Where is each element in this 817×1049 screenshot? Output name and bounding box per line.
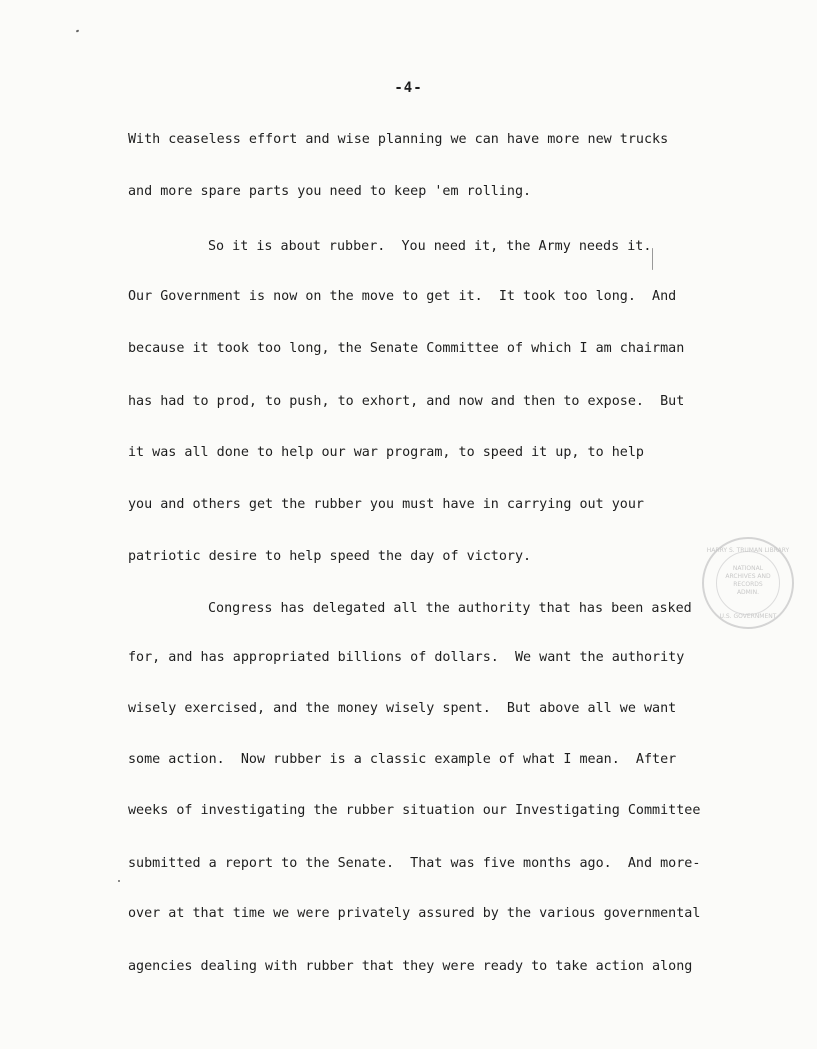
stamp-text: RECORDS (733, 581, 763, 588)
text-line: for, and has appropriated billions of dollars. We want the authority (128, 650, 685, 665)
text-line: submitted a report to the Senate. That was five months ago. And more- (128, 856, 701, 871)
text-line: With ceaseless effort and wise planning we can have more new trucks (128, 132, 669, 147)
text-line: has had to prod, to push, to exhort, and now and then to expose. But (128, 394, 685, 409)
stamp-text: ADMIN. (736, 589, 760, 596)
library-stamp (702, 537, 794, 629)
stamp-text: NATIONAL (732, 565, 764, 572)
text-line: Congress has delegated all the authority that has been asked (208, 601, 692, 616)
stamp-text: U.S. GOVERNMENT (719, 613, 777, 620)
paper-speck (118, 880, 120, 882)
text-line: agencies dealing with rubber that they were ready to take action along (128, 959, 693, 974)
text-line: weeks of investigating the rubber situation our Investigating Committee (128, 803, 701, 818)
stamp-text: ARCHIVES AND (725, 573, 771, 580)
page-number: -4- (394, 80, 423, 96)
text-line: over at that time we were privately assured by the various governmental (128, 906, 701, 921)
text-line: Our Government is now on the move to get it. It took too long. And (128, 289, 677, 304)
text-line: because it took too long, the Senate Committee of which I am chairman (128, 341, 685, 356)
paper-mark (652, 248, 653, 270)
text-line: So it is about rubber. You need it, the Army needs it. (208, 239, 652, 254)
text-line: wisely exercised, and the money wisely spent. But above all we want (128, 701, 677, 716)
text-line: you and others get the rubber you must have in carrying out your (128, 497, 644, 512)
paper-speck (76, 29, 80, 32)
text-line: it was all done to help our war program, to speed it up, to help (128, 445, 644, 460)
text-line: some action. Now rubber is a classic example of what I mean. After (128, 752, 677, 767)
text-line: and more spare parts you need to keep 'em rolling. (128, 184, 532, 199)
stamp-text: HARRY S. TRUMAN LIBRARY (706, 547, 790, 554)
text-line: patriotic desire to help speed the day of victory. (128, 549, 532, 564)
